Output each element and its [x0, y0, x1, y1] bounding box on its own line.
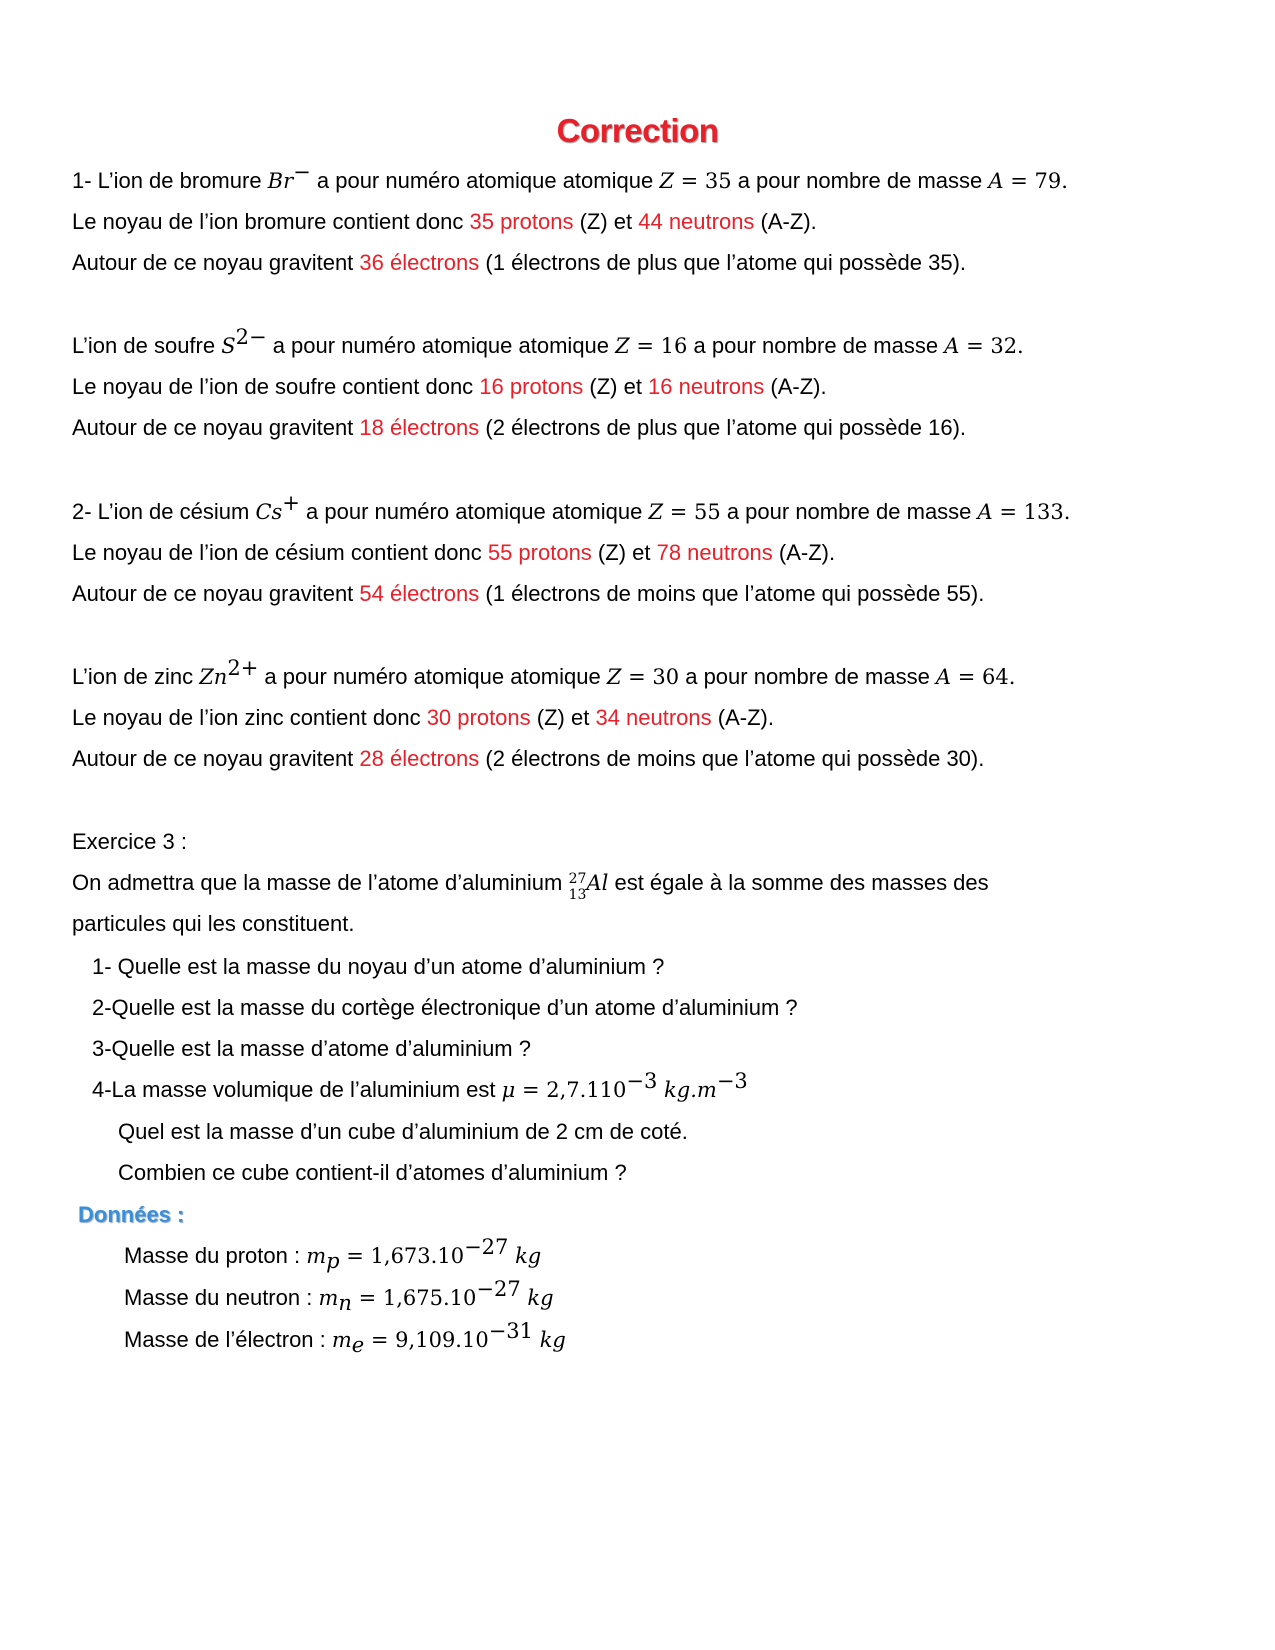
proton-mass: Masse du proton : $m_p = 1,673.10^{-27}$ kg: [124, 1235, 542, 1273]
neutron-mass: Masse du neutron : $m_n = 1,675.10^{-27}$ kg: [124, 1277, 554, 1315]
zinc-line-3: Autour de ce noyau gravitent 28 électrons (2 électrons de moins que l’atome qui possède 30).: [72, 746, 985, 771]
question-2: 2-Quelle est la masse du cortège électronique d’un atome d’aluminium ?: [92, 995, 798, 1020]
highlight-neutrons: 44 neutrons: [638, 209, 755, 234]
highlight-neutrons: 16 neutrons: [648, 374, 765, 399]
exercise-intro-line-2: particules qui les constituent.: [72, 911, 355, 936]
highlight-electrons: 54 électrons: [359, 581, 480, 606]
page-title: Correction: [556, 112, 719, 149]
zinc-line-2: Le noyau de l’ion zinc contient donc 30 protons (Z) et 34 neutrons (A-Z).: [72, 705, 774, 730]
highlight-protons: 35 protons: [469, 209, 574, 234]
question-1: 1- Quelle est la masse du noyau d’un atome d’aluminium ?: [92, 954, 665, 979]
highlight-protons: 55 protons: [487, 540, 592, 565]
question-4: 4-La masse volumique de l’aluminium est $\mu = 2,7.110^{-3}$ $kg.m^{-3}$: [92, 1069, 748, 1102]
highlight-neutrons: 34 neutrons: [595, 705, 712, 730]
cesium-line-1: 2- L’ion de césium Cs+ a pour numéro atomique atomique Z = 55 a pour nombre de masse A = 133.: [72, 491, 1071, 524]
highlight-electrons: 18 électrons: [359, 415, 480, 440]
bromure-line-2: Le noyau de l’ion bromure contient donc 35 protons (Z) et 44 neutrons (A-Z).: [72, 209, 817, 234]
soufre-line-2: Le noyau de l’ion de soufre contient donc 16 protons (Z) et 16 neutrons (A-Z).: [72, 374, 827, 399]
electron-mass: Masse de l’électron : $m_e = 9,109.10^{-31}$ kg: [124, 1319, 566, 1357]
highlight-electrons: 36 électrons: [359, 250, 480, 275]
exercise-heading: Exercice 3 :: [72, 829, 187, 854]
bromure-line-3: Autour de ce noyau gravitent 36 électrons (1 électrons de plus que l’atome qui possède 35).: [72, 250, 967, 275]
highlight-electrons: 28 électrons: [359, 746, 480, 771]
donnees-heading: Données :: [78, 1202, 185, 1227]
question-4-part-a: Quel est la masse d’un cube d’aluminium de 2 cm de coté.: [118, 1119, 688, 1144]
highlight-protons: 16 protons: [479, 374, 584, 399]
highlight-neutrons: 78 neutrons: [656, 540, 773, 565]
aluminium-isotope: 27 13: [568, 871, 587, 903]
zinc-line-1: L’ion de zinc $Zn^{2+}$ a pour numéro atomique atomique Z = 30 a pour nombre de masse A = 64.: [72, 656, 1016, 689]
cesium-line-2: Le noyau de l’ion de césium contient donc 55 protons (Z) et 78 neutrons (A-Z).: [72, 540, 836, 565]
bromure-line-1: 1- L’ion de bromure Br− a pour numéro atomique atomique Z = 35 a pour nombre de masse A = 79.: [72, 160, 1068, 193]
highlight-protons: 30 protons: [426, 705, 531, 730]
soufre-line-1: L’ion de soufre $S^{2-}$ a pour numéro atomique atomique Z = 16 a pour nombre de masse A = 32.: [72, 325, 1024, 358]
exercise-intro-line-1: On admettra que la masse de l’atome d’aluminium 27 13 Al est égale à la somme des masses des: [72, 870, 989, 903]
cesium-line-3: Autour de ce noyau gravitent 54 électrons (1 électrons de moins que l’atome qui possède 55).: [72, 581, 985, 606]
question-3: 3-Quelle est la masse d’atome d’aluminium ?: [92, 1036, 531, 1061]
soufre-line-3: Autour de ce noyau gravitent 18 électrons (2 électrons de plus que l’atome qui possède 16).: [72, 415, 967, 440]
question-4-part-b: Combien ce cube contient-il d’atomes d’aluminium ?: [118, 1160, 627, 1185]
